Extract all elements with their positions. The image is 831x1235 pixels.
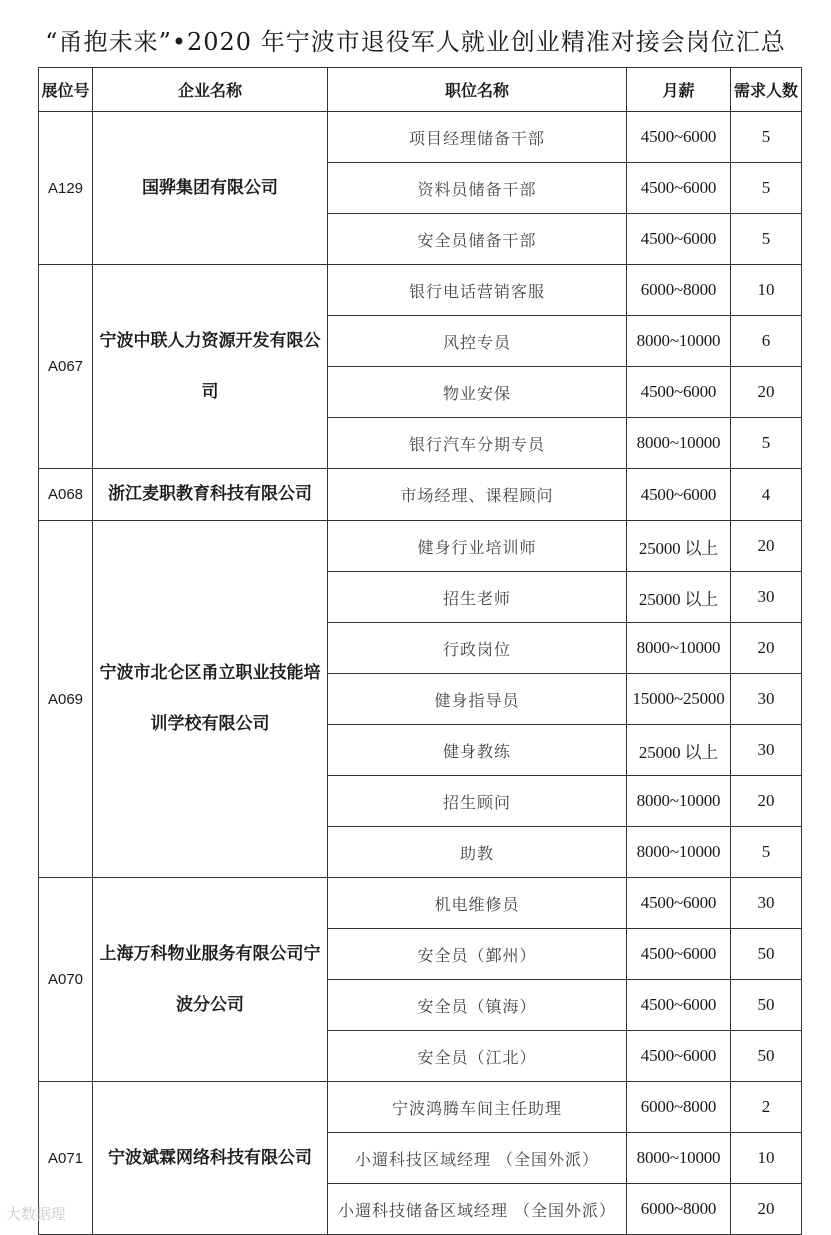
header-booth: 展位号 <box>39 68 93 112</box>
header-job: 职位名称 <box>328 68 627 112</box>
job-title-cell: 助教 <box>328 827 627 878</box>
company-cell: 宁波中联人力资源开发有限公司 <box>93 265 328 469</box>
count-cell: 50 <box>731 1031 802 1082</box>
count-cell: 50 <box>731 929 802 980</box>
job-title-cell: 银行电话营销客服 <box>328 265 627 316</box>
table-row <box>39 1082 802 1133</box>
booth-cell: A071 <box>39 1082 93 1235</box>
job-title-cell: 行政岗位 <box>328 623 627 674</box>
count-cell: 20 <box>731 367 802 418</box>
salary-cell: 4500~6000 <box>627 469 731 521</box>
count-cell: 5 <box>731 418 802 469</box>
job-title-cell: 小遛科技区域经理 （全国外派） <box>328 1133 627 1184</box>
table-row <box>39 112 802 163</box>
job-title-cell: 健身教练 <box>328 725 627 776</box>
company-cell: 国骅集团有限公司 <box>93 112 328 265</box>
salary-cell: 6000~8000 <box>627 1184 731 1235</box>
salary-cell: 4500~6000 <box>627 929 731 980</box>
salary-cell: 4500~6000 <box>627 1031 731 1082</box>
job-title-cell: 市场经理、课程顾问 <box>328 469 627 521</box>
count-cell: 5 <box>731 112 802 163</box>
salary-cell: 4500~6000 <box>627 367 731 418</box>
job-title-cell: 宁波鸿腾车间主任助理 <box>328 1082 627 1133</box>
booth-cell: A069 <box>39 521 93 878</box>
count-cell: 20 <box>731 1184 802 1235</box>
table-row <box>39 265 802 316</box>
watermark: 大数据瑆 <box>6 1205 67 1223</box>
job-title-cell: 资料员储备干部 <box>328 163 627 214</box>
salary-cell: 4500~6000 <box>627 214 731 265</box>
job-title-cell: 安全员储备干部 <box>328 214 627 265</box>
salary-cell: 8000~10000 <box>627 827 731 878</box>
count-cell: 20 <box>731 521 802 572</box>
salary-cell: 15000~25000 <box>627 674 731 725</box>
count-cell: 4 <box>731 469 802 521</box>
count-cell: 20 <box>731 776 802 827</box>
job-title-cell: 风控专员 <box>328 316 627 367</box>
job-title-cell: 物业安保 <box>328 367 627 418</box>
count-cell: 20 <box>731 623 802 674</box>
job-title-cell: 小遛科技储备区域经理 （全国外派） <box>328 1184 627 1235</box>
booth-cell: A067 <box>39 265 93 469</box>
table-body <box>39 112 802 1235</box>
salary-cell: 4500~6000 <box>627 112 731 163</box>
salary-cell: 4500~6000 <box>627 980 731 1031</box>
salary-cell: 6000~8000 <box>627 265 731 316</box>
company-cell: 上海万科物业服务有限公司宁波分公司 <box>93 878 328 1082</box>
salary-cell: 8000~10000 <box>627 316 731 367</box>
booth-cell: A070 <box>39 878 93 1082</box>
page-title: “甬抱未来”•2020 年宁波市退役军人就业创业精准对接会岗位汇总 <box>45 28 786 56</box>
salary-cell: 25000 以上 <box>627 521 731 572</box>
salary-cell: 4500~6000 <box>627 163 731 214</box>
header-row <box>39 68 802 112</box>
salary-cell: 8000~10000 <box>627 776 731 827</box>
count-cell: 10 <box>731 265 802 316</box>
table-row <box>39 521 802 572</box>
table-row <box>39 878 802 929</box>
company-cell: 宁波斌霖网络科技有限公司 <box>93 1082 328 1235</box>
count-cell: 6 <box>731 316 802 367</box>
job-table <box>38 67 802 1235</box>
salary-cell: 8000~10000 <box>627 623 731 674</box>
booth-cell: A068 <box>39 469 93 521</box>
count-cell: 30 <box>731 725 802 776</box>
job-title-cell: 健身指导员 <box>328 674 627 725</box>
count-cell: 10 <box>731 1133 802 1184</box>
count-cell: 30 <box>731 572 802 623</box>
job-title-cell: 招生顾问 <box>328 776 627 827</box>
job-title-cell: 招生老师 <box>328 572 627 623</box>
salary-cell: 25000 以上 <box>627 725 731 776</box>
count-cell: 30 <box>731 674 802 725</box>
count-cell: 5 <box>731 827 802 878</box>
count-cell: 30 <box>731 878 802 929</box>
job-title-cell: 项目经理储备干部 <box>328 112 627 163</box>
job-title-cell: 健身行业培训师 <box>328 521 627 572</box>
company-cell: 浙江麦职教育科技有限公司 <box>93 469 328 521</box>
salary-cell: 4500~6000 <box>627 878 731 929</box>
header-count: 需求人数 <box>731 68 802 112</box>
job-title-cell: 安全员（镇海） <box>328 980 627 1031</box>
count-cell: 5 <box>731 214 802 265</box>
salary-cell: 8000~10000 <box>627 418 731 469</box>
job-title-cell: 安全员（江北） <box>328 1031 627 1082</box>
salary-cell: 8000~10000 <box>627 1133 731 1184</box>
salary-cell: 6000~8000 <box>627 1082 731 1133</box>
header-salary: 月薪 <box>627 68 731 112</box>
count-cell: 50 <box>731 980 802 1031</box>
table-row <box>39 469 802 521</box>
booth-cell: A129 <box>39 112 93 265</box>
salary-cell: 25000 以上 <box>627 572 731 623</box>
job-title-cell: 安全员（鄞州） <box>328 929 627 980</box>
header-company: 企业名称 <box>93 68 328 112</box>
count-cell: 2 <box>731 1082 802 1133</box>
job-title-cell: 机电维修员 <box>328 878 627 929</box>
company-cell: 宁波市北仑区甬立职业技能培训学校有限公司 <box>93 521 328 878</box>
job-title-cell: 银行汽车分期专员 <box>328 418 627 469</box>
count-cell: 5 <box>731 163 802 214</box>
